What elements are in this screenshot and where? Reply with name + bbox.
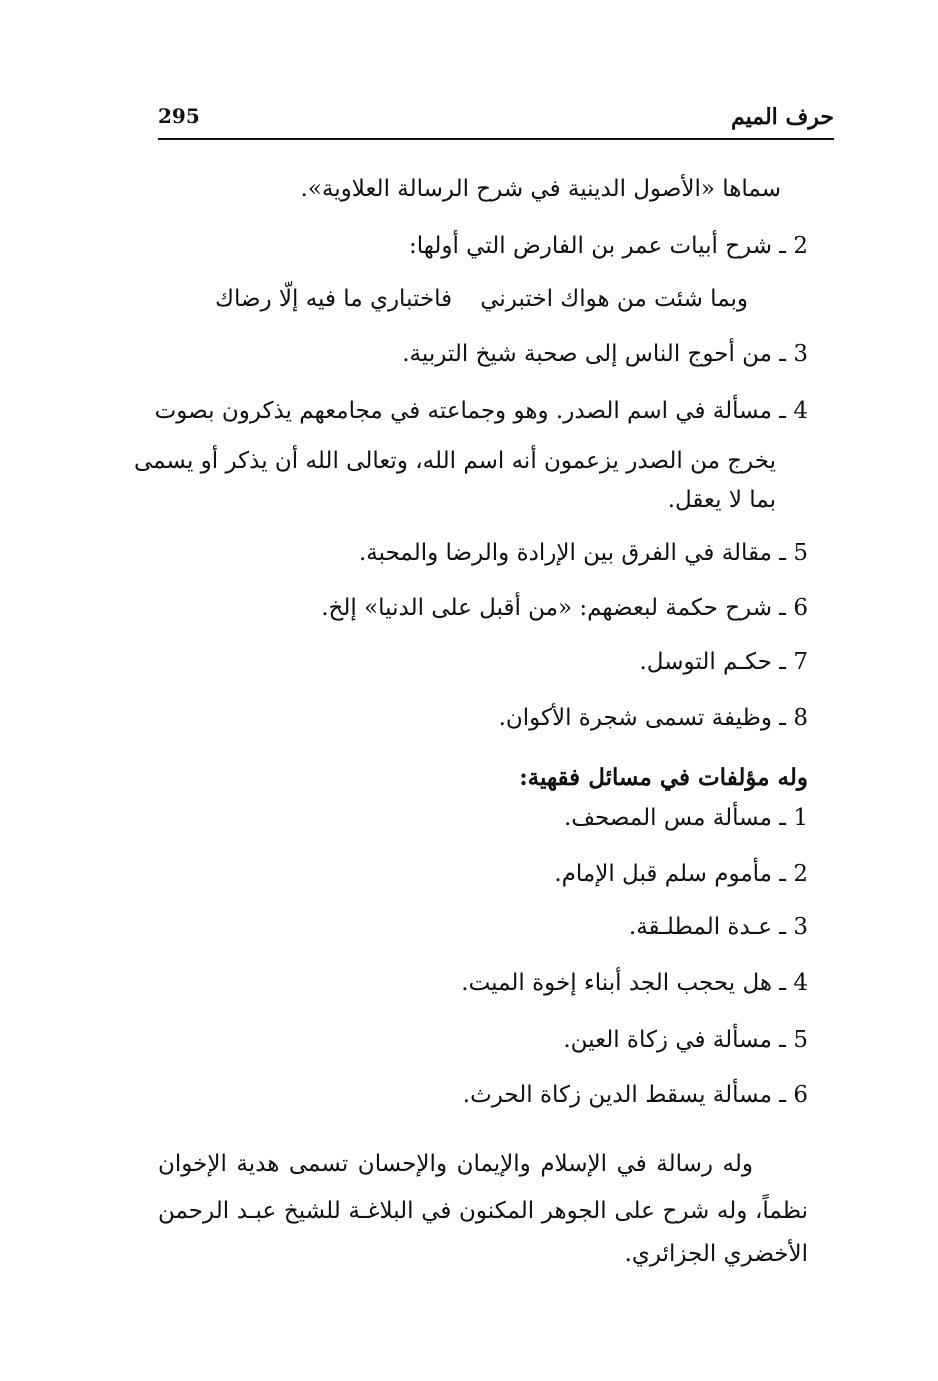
verse-first-hemistich: وبما شئت من هواك اختبرني [480, 286, 748, 312]
fiqh-item-1: 1 ـ مسألة مس المصحف. [563, 805, 808, 831]
closing-line-3: الأخضري الجزائري. [624, 1241, 808, 1267]
work-item-4-line-1: 4 ـ مسألة في اسم الصدر. وهو وجماعته في مجامعهم يذكرون بصوت [154, 398, 808, 424]
fiqh-item-2: 2 ـ مأموم سلم قبل الإمام. [554, 861, 808, 887]
fiqh-item-4: 4 ـ هل يحجب الجد أبناء إخوة الميت. [461, 970, 808, 996]
closing-line-2: نظماً، وله شرح على الجوهر المكنون في البلاغـة للشيخ عبـد الرحمن [158, 1198, 808, 1224]
work-item-2: 2 ـ شرح أبيات عمر بن الفارض التي أولها: [408, 233, 808, 259]
fiqh-item-6: 6 ـ مسألة يسقط الدين زكاة الحرث. [462, 1082, 808, 1108]
page-number: 295 [158, 104, 200, 128]
work-item-5: 5 ـ مقالة في الفرق بين الإرادة والرضا والمحبة. [358, 540, 808, 566]
fiqh-heading: وله مؤلفات في مسائل فقهية: [519, 764, 808, 791]
work-item-3: 3 ـ من أحوج الناس إلى صحبة شيخ التربية. [402, 341, 808, 367]
work-item-7: 7 ـ حكـم التوسل. [639, 649, 808, 675]
work-item-4-line-3: بما لا يعقل. [667, 487, 776, 513]
fiqh-item-5: 5 ـ مسألة في زكاة العين. [563, 1027, 808, 1053]
work-item-6: 6 ـ شرح حكمة لبعضهم: «من أقبل على الدنيا» إلخ. [321, 595, 808, 621]
work-item-4-line-2: يخرج من الصدر يزعمون أنه اسم الله، وتعالى الله أن يذكر أو يسمى [133, 448, 776, 474]
work-item-8: 8 ـ وظيفة تسمى شجرة الأكوان. [498, 705, 808, 731]
header-divider [158, 138, 834, 140]
fiqh-item-3: 3 ـ عـدة المطلـقة. [628, 914, 808, 940]
chapter-title: حرف الميم [730, 104, 834, 130]
verse-second-hemistich: فاختباري ما فيه إلّا رضاك [215, 286, 453, 312]
page-header [158, 102, 834, 136]
closing-line-1: وله رسالة في الإسلام والإيمان والإحسان تسمى هدية الإخوان [158, 1151, 753, 1177]
intro-line: سماها «الأصول الدينية في شرح الرسالة العلاوية». [300, 176, 781, 202]
